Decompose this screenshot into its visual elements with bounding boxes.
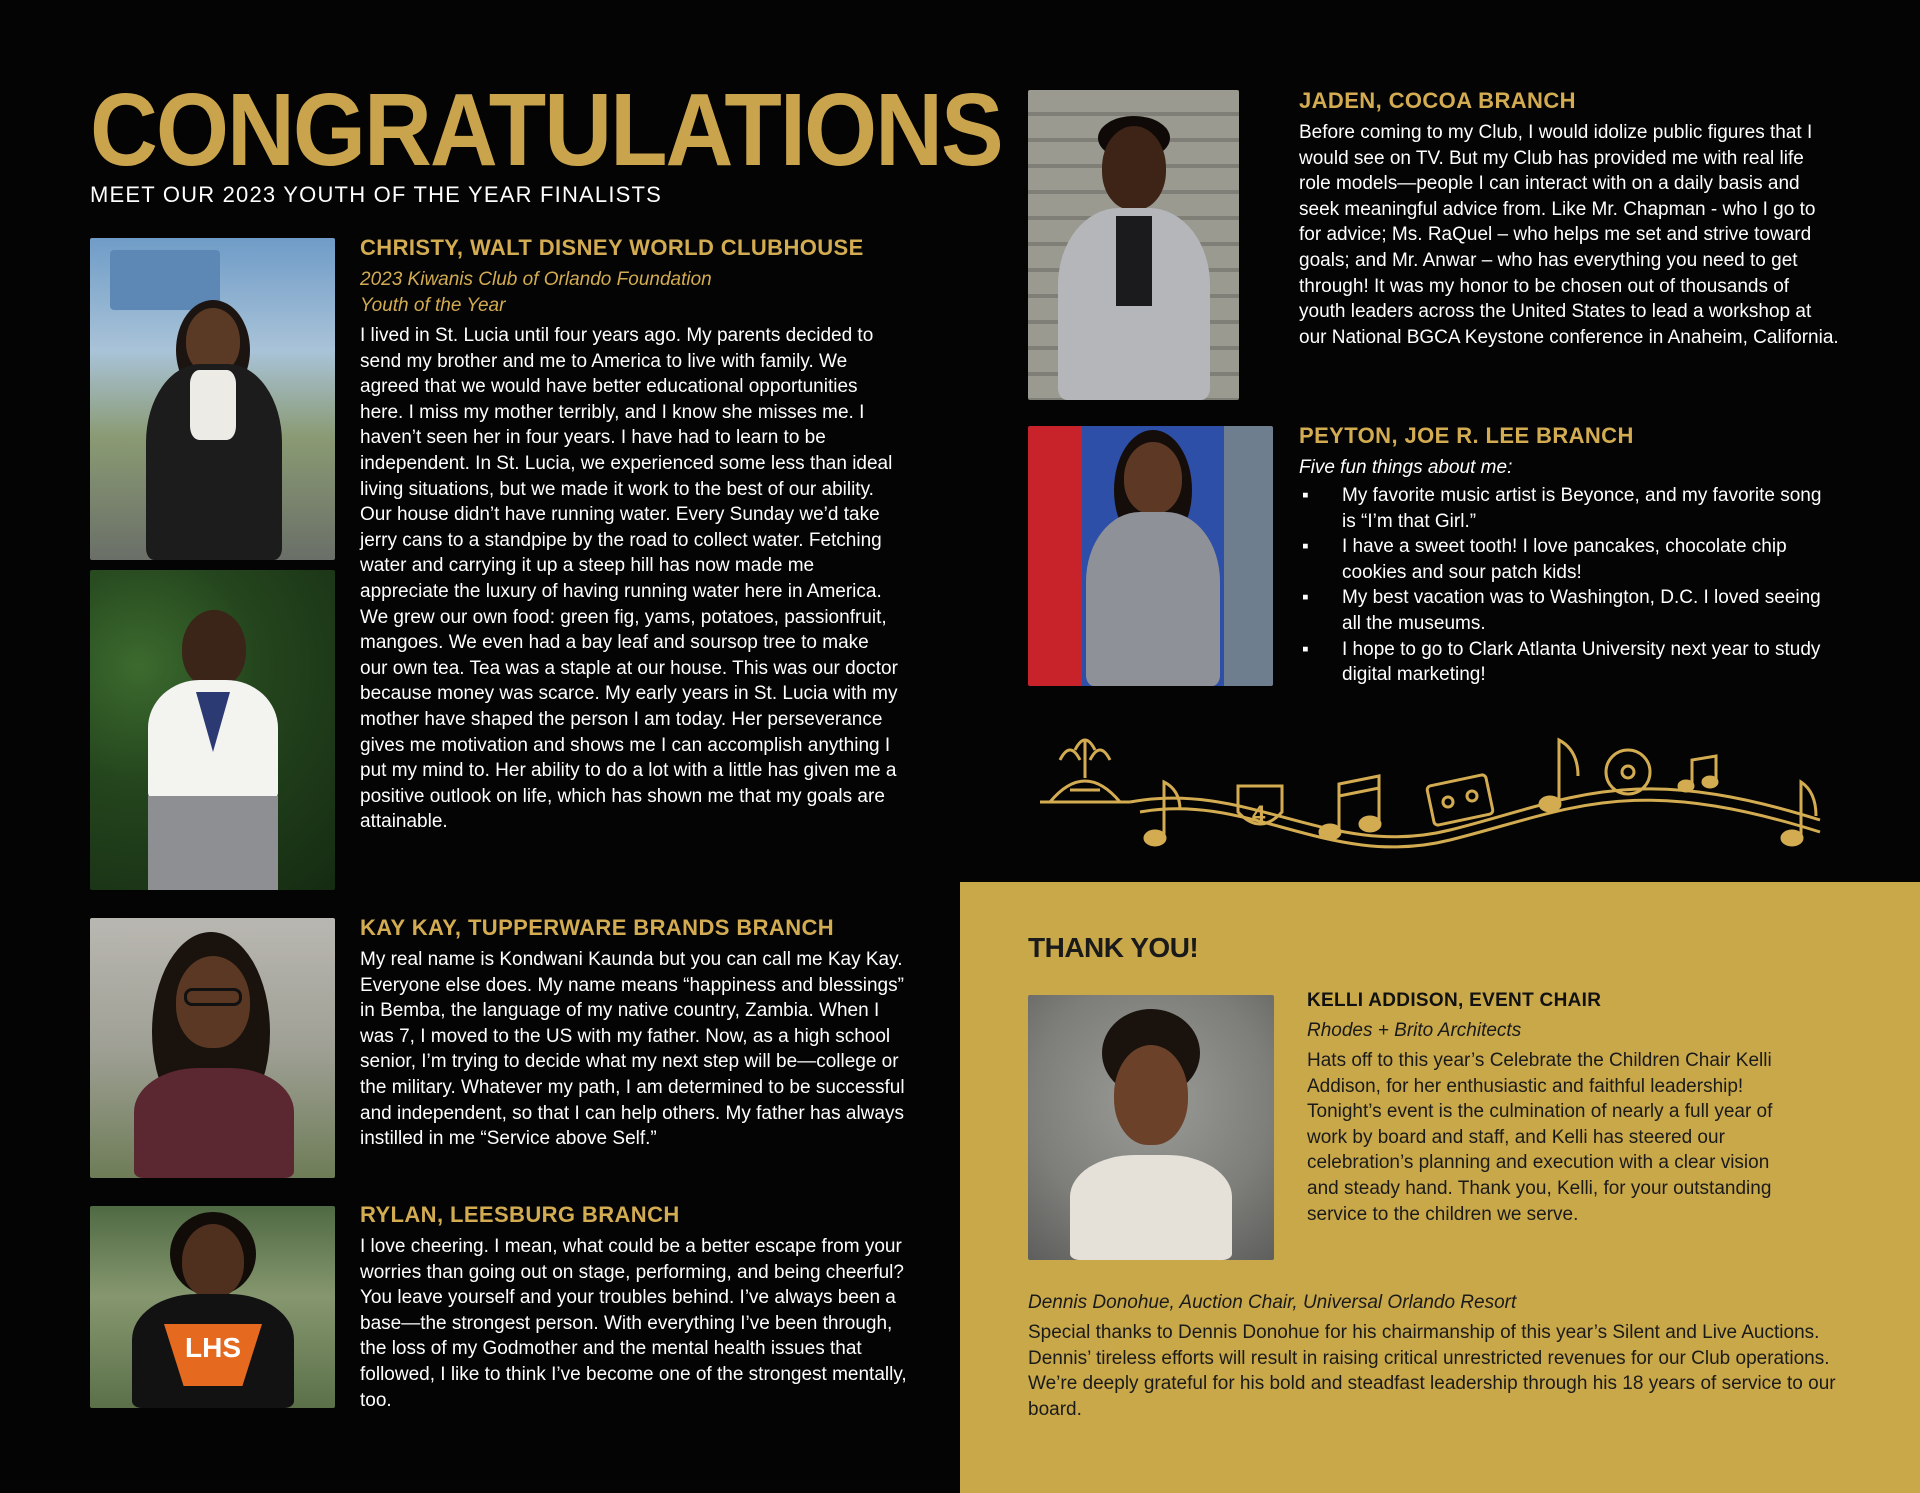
- thank-you-title: THANK YOU!: [1028, 932, 1199, 963]
- bullet-icon: ▪: [1302, 485, 1309, 506]
- rylan-photo: [90, 1206, 335, 1408]
- jersey-letters: LHS: [185, 1332, 241, 1363]
- double-note-icon: [1320, 776, 1380, 839]
- kelli-photo: [1028, 995, 1274, 1260]
- page-title: CONGRATULATIONS: [90, 71, 1002, 187]
- christy-childhood-photo: [90, 570, 335, 890]
- rylan-name: RYLAN, LEESBURG BRANCH: [360, 1202, 680, 1227]
- christy-story: I lived in St. Lucia until four years ago. My parents decided to send my brother and me to America to live with family. We agreed that we would have better educational opportunities here. I miss my mother terribly, and I know she misses me. I haven’t seen her in four years. I have had to learn to be independent. In St. Lucia, we experienced some less than ideal living situations, but we made it work to the best of our ability. Our house didn’t have running water. Every Sunday we’d take jerry cans to a standpipe by the road to collect water. Fetching water and carrying it up a steep hill has now made me appreciate the luxury of having running water here in America. We grew our own food: green fig, yams, potatoes, passionfruit, mangoes. We even had a bay leaf and soursop tree to make our own tea. Tea was a staple at our house. This was our doctor because money was scarce. My early years in St. Lucia with my mother have shaped the person I am today. Her perseverance gives me motivation and shows me I can accomplish anything I put my mind to. Her ability to do a lot with a little has given me a positive outlook on life, which has shown me that my goals are attainable.: [360, 325, 898, 833]
- rylan-story: I love cheering. I mean, what could be a better escape from your worries than going out on stage, performing, and being cheerful? You leave yourself and your troubles behind. I’ve always been a base—the strongest person. With everything I’ve been through, the loss of my Godmother and the mental health issues that followed, I like to think I’ve become one of the strongest mentally, too.: [360, 1236, 907, 1411]
- music-line-decoration: [1030, 720, 1830, 860]
- bullet-icon: ▪: [1302, 638, 1309, 660]
- kelli-company: Rhodes + Brito Architects: [1307, 1020, 1522, 1041]
- kaykay-story: My real name is Kondwani Kaunda but you can call me Kay Kay. Everyone else does. My name means “happiness and blessings” in Bemba, the language of my native country, Zambia. When I was 7, I moved to the US with my father. Now, as a high school senior, I’m trying to decide what my next step will be—college or the military. Whatever my path, I am determined to be successful and independent, so that I can help others. My father has always instilled in me “Service above Self.”: [360, 949, 905, 1150]
- kelli-text: Hats off to this year’s Celebrate the Children Chair Kelli Addison, for her enthusiastic and faithful leadership! Tonight’s event is the culmination of nearly a full year of work by board and staff, and Kelli has steered our celebration’s planning and execution with a clear vision and steady hand. Thank you, Kelli, for your outstanding service to the children we serve.: [1307, 1050, 1773, 1225]
- vinyl-record-icon: [1606, 750, 1650, 794]
- list-item: ▪ My best vacation was to Washington, D.C. I loved seeing all the museums.: [1302, 587, 1821, 634]
- kelli-section: [1307, 990, 1847, 1227]
- peyton-section: [1299, 423, 1839, 688]
- kaykay-name: KAY KAY, TUPPERWARE BRANDS BRANCH: [360, 915, 835, 940]
- peyton-photo: [1028, 426, 1273, 686]
- kelli-name: KELLI ADDISON, EVENT CHAIR: [1307, 990, 1602, 1011]
- rylan-section: [360, 1202, 915, 1413]
- list-item: ▪ I hope to go to Clark Atlanta University next year to study digital marketing!: [1302, 638, 1821, 686]
- fountain-icon: [1040, 740, 1130, 802]
- jaden-section: [1299, 88, 1839, 350]
- road-sign-number: 4: [1252, 801, 1266, 828]
- peyton-list: [1299, 483, 1839, 688]
- jaden-name: JADEN, COCOA BRANCH: [1299, 88, 1576, 113]
- christy-award-line2: Youth of the Year: [360, 295, 506, 316]
- music-note-icon: [1540, 740, 1578, 811]
- page-subtitle: MEET OUR 2023 YOUTH OF THE YEAR FINALISTS: [90, 182, 663, 207]
- cassette-icon: [1426, 774, 1493, 826]
- list-item: ▪ I have a sweet tooth! I love pancakes, chocolate chip cookies and sour patch kids!: [1302, 536, 1787, 583]
- kaykay-section: [360, 915, 905, 1152]
- jaden-story: Before coming to my Club, I would idolize public figures that I would see on TV. But my Club has provided me with real life role models—people I can interact with on a daily basis and seek meaningful advice from. Like Mr. Chapman - who I go to for advice; Ms. RaQuel – who helps me set and strive toward goals; and Mr. Anwar – who has everything you need to get through! It was my honor to be chosen out of thousands of youth leaders across the United States to lead a workshop at our National BGCA Keystone conference in Anaheim, California.: [1299, 122, 1839, 348]
- dennis-section: [1028, 1290, 1838, 1422]
- christy-photo: [90, 238, 335, 560]
- list-item: ▪ My favorite music artist is Beyonce, and my favorite song is “I’m that Girl.”: [1302, 485, 1822, 532]
- kaykay-photo: [90, 918, 335, 1178]
- christy-section: [360, 235, 900, 835]
- peyton-intro: Five fun things about me:: [1299, 457, 1513, 478]
- christy-award-line1: 2023 Kiwanis Club of Orlando Foundation: [360, 269, 712, 290]
- music-note-icon: [1145, 782, 1180, 845]
- christy-name: CHRISTY, WALT DISNEY WORLD CLUBHOUSE: [360, 235, 864, 260]
- double-note-icon: [1679, 756, 1717, 791]
- dennis-heading: Dennis Donohue, Auction Chair, Universal Orlando Resort: [1028, 1292, 1517, 1313]
- dennis-text: Special thanks to Dennis Donohue for his chairmanship of this year’s Silent and Live Auctions. Dennis’ tireless efforts will result in raising critical unrestricted revenues for our Club operations. We’re deeply grateful for his bold and steadfast leadership through his 18 years of service to our board.: [1028, 1322, 1836, 1420]
- bullet-icon: ▪: [1302, 536, 1309, 558]
- jaden-photo: [1028, 90, 1239, 400]
- peyton-name: PEYTON, JOE R. LEE BRANCH: [1299, 423, 1634, 448]
- bullet-icon: ▪: [1302, 587, 1309, 609]
